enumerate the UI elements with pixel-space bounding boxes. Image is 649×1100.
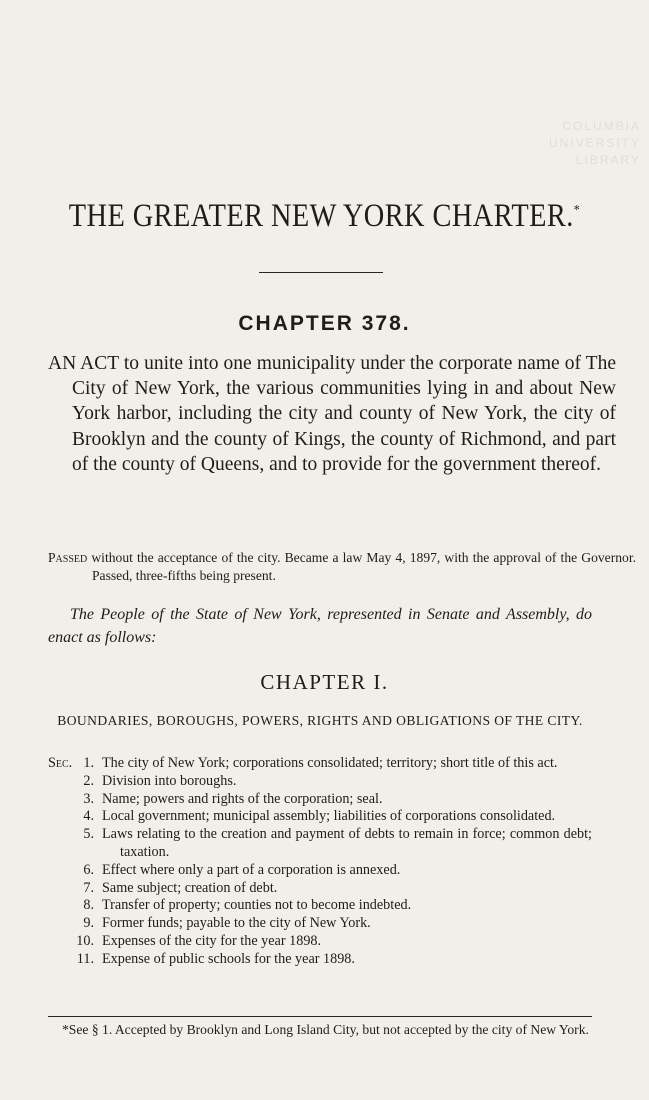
section-text: The city of New York; corporations consolidated; territory; short title of this act. — [102, 755, 558, 771]
section-item — [48, 791, 592, 809]
section-number: 6. — [83, 861, 94, 878]
section-text: Laws relating to the creation and payment of debts to remain in force; common debt; taxation. — [102, 826, 592, 860]
footnote-divider — [48, 1016, 592, 1017]
section-text: Name; powers and rights of the corporation; seal. — [102, 790, 383, 807]
section-item — [48, 951, 592, 969]
section-number: 2. — [83, 772, 94, 789]
section-item — [48, 880, 592, 898]
section-text: Division into boroughs. — [102, 772, 237, 789]
section-number: 7. — [83, 879, 94, 896]
section-number: 4. — [83, 808, 94, 825]
section-item — [48, 915, 592, 933]
section-item — [48, 933, 592, 951]
document-title — [45, 198, 603, 235]
section-number: 8. — [83, 897, 94, 914]
section-text: Expense of public schools for the year 1898. — [102, 950, 355, 967]
stamp-line: LIBRARY — [575, 153, 641, 167]
section-number: 1. — [83, 755, 94, 771]
section-number: 9. — [83, 915, 94, 932]
chapter-heading: CHAPTER 378. — [238, 312, 411, 335]
chapter-one-heading: CHAPTER I. — [260, 670, 389, 694]
passed-note — [48, 549, 636, 585]
title-divider — [259, 272, 383, 273]
stamp-line: UNIVERSITY — [548, 136, 641, 150]
library-stamp — [541, 118, 641, 169]
section-text: Effect where only a part of a corporation is annexed. — [102, 861, 401, 878]
section-text: Former funds; payable to the city of New York. — [102, 915, 371, 932]
chapter-one-subtitle: BOUNDARIES, BOROUGHS, POWERS, RIGHTS AND OBLIGATIONS OF THE CITY. — [57, 713, 583, 728]
title-footnote-mark: * — [573, 203, 581, 218]
section-prefix: Sec. — [48, 755, 73, 771]
section-text: Transfer of property; counties not to become indebted. — [102, 897, 412, 914]
section-item — [48, 897, 592, 915]
section-text: Same subject; creation of debt. — [102, 879, 278, 896]
section-number: 5. — [83, 826, 94, 843]
section-item — [48, 826, 592, 862]
footnote: *See § 1. Accepted by Brooklyn and Long Island City, but not accepted by the city of New York. — [62, 1022, 589, 1037]
section-item — [48, 862, 592, 880]
section-list — [48, 755, 592, 969]
stamp-line: COLUMBIA — [562, 119, 641, 133]
title-text: THE GREATER NEW YORK CHARTER. — [68, 198, 574, 234]
passed-lead: Passed — [48, 550, 88, 565]
section-item — [48, 755, 592, 773]
enacting-clause: The People of the State of New York, represented in Senate and Assembly, do enact as follows: — [48, 606, 592, 646]
passed-text: without the acceptance of the city. Became a law May 4, 1897, with the approval of the Governor. Passed, three-fifths being present. — [87, 550, 636, 583]
section-item — [48, 808, 592, 826]
section-text: Local government; municipal assembly; liabilities of corporations consolidated. — [102, 808, 556, 825]
section-text: Expenses of the city for the year 1898. — [102, 932, 322, 949]
section-number: 11. — [76, 950, 94, 967]
section-item — [48, 773, 592, 791]
section-number: 10. — [76, 932, 94, 949]
act-title: AN ACT to unite into one municipality under the corporate name of The City of New York, the various communities lying in and about New York harbor, including the city and county of New York, the city of Brooklyn and the county of Kings, the county of Richmond, and part of the county of Queens, and to provide for the government thereof. — [48, 353, 616, 475]
section-number: 3. — [83, 790, 94, 807]
